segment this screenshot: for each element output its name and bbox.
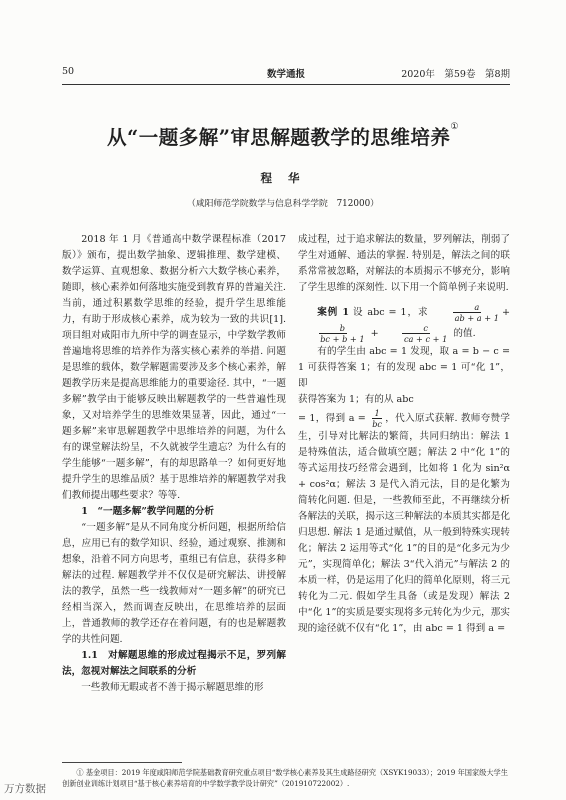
- case-statement: 案例 1 设 abc = 1，求 $\frac{a}{ab + a + 1}$ + $\frac{b}{bc + b + 1}$ + $\frac{c}{ca + c + 1}$ 的值.: [298, 302, 510, 344]
- fraction-denominator: bc: [372, 419, 383, 429]
- text-span: = 1，得到 a =: [298, 413, 366, 424]
- paragraph: 2018 年 1 月《普通高中数学课程标准（2017 版）》颁布，提出数学抽象、逻辑推理、数学建模、数学运算、直观想象、数据分析六大数学核心素养，随即，核心素养如何落地实施受到教育界的普遍关注. 当前，通过积累数学思维的经验，提升学生思维能力，有助于形成核心素养，成为较为一致的共识[1]. 项目组对咸阳市九所中学的调查显示，中学数学教师普遍地将思维的培养作为落实核心素养的举措. 问题是思维的载体，数学解题需要涉及多个核心素养，解题教学历来是提高思维能力的重要途径. 其中，“一题多解”教学由于能够反映出解题教学的一些普遍性现象，又对培养学生的思维效果显著，因此，通过“一题多解”来审思解题教学中思维培养的问题，为什么有的课堂解法纷呈，不久就被学生遗忘？为什么有的学生能够“一题多解”，有的却思路单一？如何更好地提升学生的思维品质？基于思维培养的解题教学对我们教师提出哪些要求？等等.: [62, 234, 286, 501]
- fraction: [383, 323, 450, 344]
- paragraph: 成过程，过于追求解法的数量，罗列解法，削弱了学生对通解、通法的掌握. 特别是，解法之间的联系常常被忽略，对解法的本质揭示不够充分，影响了学生思维的深刻性. 以下用一个简单例子来说明.: [298, 234, 510, 293]
- fraction: [299, 323, 367, 344]
- text-span: ，代入原式获解. 教师夸赞学生，引导对比解法的繁简，共同归纳出：解法 1 是特殊值法，适合做填空题；解法 2 中“化 1”的等式运用技巧经常会遇到，比如将 1 化为 sin²α + cos²α；解法 3 是代入消元法，目的是化繁为简转化问题. 但是，一些教师至此，不再继续分析各解法的关联，揭示这三种解法的本质其实都是化归思想. 解法 1 是通过赋值，从一般到特殊实现转化；解法 2 运用等式“化 1”的目的是“化多元为少元”，实现简单化；解法 3“代入消元”与解法 2 的本质一样，仍是运用了化归的简单化原则，将三元转化为二元. 假如学生具备（或是发现）解法 2 中“化 1”的实质是要实现将多元转化为少元，那实现的途径就不仅有“化 1”，由 abc = 1 得到 a =: [298, 413, 510, 634]
- left-column: [62, 232, 286, 693]
- running-header: [62, 66, 510, 80]
- issue-info: 2020年 第59卷 第8期: [401, 69, 510, 80]
- header-rule: [62, 84, 510, 85]
- article-title: [0, 122, 566, 150]
- fraction-numerator: c: [402, 323, 430, 334]
- journal-name: 数学通报: [266, 69, 305, 80]
- title-footnote-marker: ①: [450, 122, 459, 132]
- paragraph: 一些教师无暇或者不善于揭示解题思维的形: [81, 682, 264, 693]
- fraction-numerator: 1: [374, 408, 380, 418]
- watermark: 万方数据: [4, 783, 46, 795]
- footnote-rule: [62, 762, 182, 763]
- fraction-numerator: a: [453, 302, 481, 313]
- author: 程 华: [260, 171, 306, 185]
- fraction-denominator: bc + b + 1: [320, 334, 365, 344]
- case-label: 案例 1: [317, 307, 350, 318]
- fraction: [370, 408, 384, 429]
- paragraph: 有的学生由 abc = 1 发现，取 a = b − c = 1 可获得答案 1；有的发现 abc = 1 可“化 1”，即: [298, 346, 510, 389]
- fraction-denominator: ab + a + 1: [454, 313, 499, 323]
- page-number: 50: [62, 66, 75, 77]
- fraction-numerator: b: [319, 323, 347, 334]
- affiliation: （咸阳师范学院数学与信息科学学院 712000）: [187, 199, 379, 209]
- footnote: ① 基金项目：2019 年度咸阳师范学院基础教育研究重点项目“数学核心素养及其生成路径研究（XSYK19033）；2019 年国家级大学生创新创业训练计划项目“基于核心素养培育的中学数学教学设计研究”（201910722002）.: [62, 768, 508, 788]
- paragraph: [298, 408, 510, 637]
- article-title-text: 从“一题多解”审思解题教学的思维培养: [106, 126, 451, 149]
- case-text: 的值.: [453, 328, 476, 339]
- paragraph: 获得答案为 1；有的从 abc: [298, 394, 414, 405]
- fraction-denominator: ca + c + 1: [403, 334, 448, 344]
- paragraph: “一题多解”是从不同角度分析问题，根据所给信息，应用已有的数学知识、经验，通过观察、推测和想象，沿着不同方向思考，重组已有信息，获得多种解法的过程. 解题教学并不仅仅是研究解法、讲授解法的教学，虽然一些一线教师对“一题多解”的研究已经相当深入，然而调查反映出，在思维培养的层面上，普通教师的教学还存在着问题，有的也是解题教学的共性问题.: [62, 522, 286, 645]
- subsection-heading: 1.1 对解题思维的形成过程揭示不足，罗列解法，忽视对解法之间联系的分析: [62, 650, 286, 677]
- fraction: [433, 302, 501, 323]
- section-heading: 1 “一题多解”教学问题的分析: [81, 506, 215, 517]
- right-column: [298, 232, 510, 640]
- case-text: 设 abc = 1，求: [352, 307, 429, 318]
